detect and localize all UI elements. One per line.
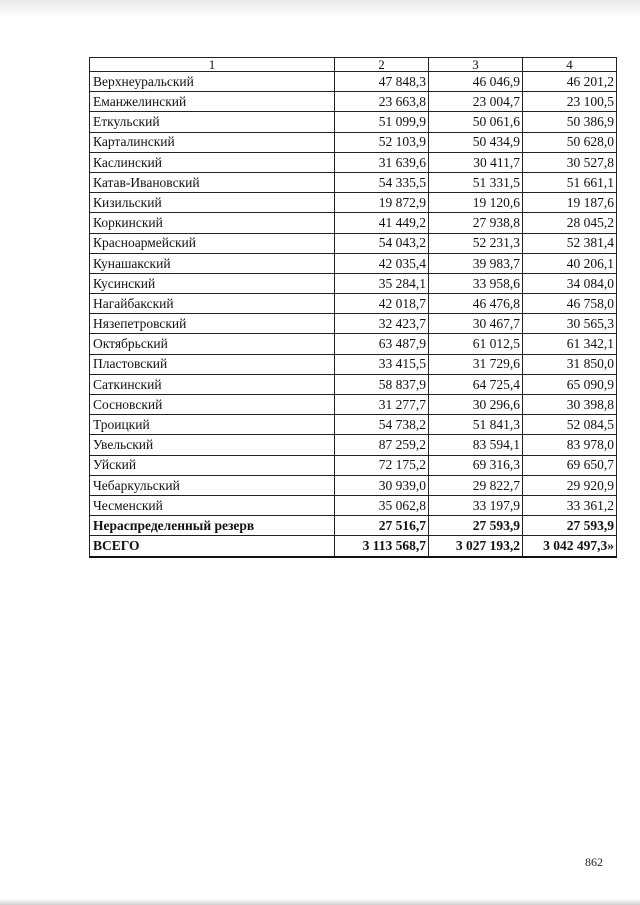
- amount-cell: 28 045,2: [523, 213, 617, 233]
- amount-cell: 19 872,9: [335, 193, 429, 213]
- amount-cell: 51 661,1: [523, 172, 617, 192]
- table-row: [90, 374, 617, 394]
- amount-cell: 30 296,6: [429, 395, 523, 415]
- amount-cell: 23 100,5: [523, 92, 617, 112]
- district-name-cell: Катав-Ивановский: [90, 172, 335, 192]
- table-row: [90, 253, 617, 273]
- amount-cell: 31 729,6: [429, 354, 523, 374]
- table-row: [90, 294, 617, 314]
- amount-cell: 40 206,1: [523, 253, 617, 273]
- amount-cell: 31 277,7: [335, 395, 429, 415]
- amount-cell: 83 594,1: [429, 435, 523, 455]
- district-name-cell: Нязепетровский: [90, 314, 335, 334]
- amount-cell: 72 175,2: [335, 455, 429, 475]
- table-row: [90, 112, 617, 132]
- amount-cell: 69 316,3: [429, 455, 523, 475]
- amount-cell: 47 848,3: [335, 72, 429, 92]
- amount-cell: 30 398,8: [523, 395, 617, 415]
- amount-cell: 34 084,0: [523, 273, 617, 293]
- amount-cell: 27 938,8: [429, 213, 523, 233]
- amount-cell: 29 920,9: [523, 475, 617, 495]
- amount-cell: 46 201,2: [523, 72, 617, 92]
- amount-cell: 33 197,9: [429, 495, 523, 515]
- amount-cell: 63 487,9: [335, 334, 429, 354]
- district-name-cell: Саткинский: [90, 374, 335, 394]
- amount-cell: 23 004,7: [429, 92, 523, 112]
- district-name-cell: Верхнеуральский: [90, 72, 335, 92]
- amount-cell: 51 331,5: [429, 172, 523, 192]
- table-row: [90, 435, 617, 455]
- amount-cell: 3 113 568,7: [335, 536, 429, 557]
- table-body: [90, 72, 617, 557]
- district-name-cell: Каслинский: [90, 152, 335, 172]
- district-name-cell: Кунашакский: [90, 253, 335, 273]
- table-row: [90, 475, 617, 495]
- amount-cell: 30 565,3: [523, 314, 617, 334]
- amount-cell: 19 120,6: [429, 193, 523, 213]
- amount-cell: 46 046,9: [429, 72, 523, 92]
- amount-cell: 33 361,2: [523, 495, 617, 515]
- amount-cell: 33 415,5: [335, 354, 429, 374]
- amount-cell: 61 012,5: [429, 334, 523, 354]
- district-name-cell: Октябрьский: [90, 334, 335, 354]
- page-number: 862: [585, 855, 603, 869]
- table-row: [90, 455, 617, 475]
- column-header: 2: [335, 58, 429, 72]
- table-row: [90, 354, 617, 374]
- amount-cell: 39 983,7: [429, 253, 523, 273]
- table-row: [90, 72, 617, 92]
- amount-cell: 52 084,5: [523, 415, 617, 435]
- district-name-cell: Кизильский: [90, 193, 335, 213]
- amount-cell: 52 381,4: [523, 233, 617, 253]
- amount-cell: 42 035,4: [335, 253, 429, 273]
- amount-cell: 23 663,8: [335, 92, 429, 112]
- district-name-cell: Кусинский: [90, 273, 335, 293]
- budget-allocation-table: [89, 57, 617, 558]
- table-row: [90, 92, 617, 112]
- district-name-cell: Чебаркульский: [90, 475, 335, 495]
- district-name-cell: Еманжелинский: [90, 92, 335, 112]
- amount-cell: 29 822,7: [429, 475, 523, 495]
- table-row: [90, 415, 617, 435]
- district-name-cell: Троицкий: [90, 415, 335, 435]
- amount-cell: 65 090,9: [523, 374, 617, 394]
- scan-shadow-bottom: [0, 899, 640, 905]
- district-name-cell: Нагайбакский: [90, 294, 335, 314]
- reserve-row: [90, 516, 617, 536]
- column-header: 4: [523, 58, 617, 72]
- amount-cell: 87 259,2: [335, 435, 429, 455]
- amount-cell: 27 593,9: [523, 516, 617, 536]
- district-name-cell: Уйский: [90, 455, 335, 475]
- amount-cell: 19 187,6: [523, 193, 617, 213]
- scan-shadow-top: [0, 0, 640, 18]
- amount-cell: 50 628,0: [523, 132, 617, 152]
- amount-cell: 27 516,7: [335, 516, 429, 536]
- amount-cell: 3 027 193,2: [429, 536, 523, 557]
- amount-cell: 46 476,8: [429, 294, 523, 314]
- district-name-cell: Еткульский: [90, 112, 335, 132]
- table-row: [90, 395, 617, 415]
- table-row: [90, 213, 617, 233]
- amount-cell: 83 978,0: [523, 435, 617, 455]
- amount-cell: 30 411,7: [429, 152, 523, 172]
- amount-cell: 32 423,7: [335, 314, 429, 334]
- amount-cell: 31 850,0: [523, 354, 617, 374]
- amount-cell: 54 738,2: [335, 415, 429, 435]
- total-row: [90, 536, 617, 557]
- table-row: [90, 273, 617, 293]
- budget-table-container: [89, 57, 616, 558]
- amount-cell: 30 467,7: [429, 314, 523, 334]
- amount-cell: 64 725,4: [429, 374, 523, 394]
- district-name-cell: Сосновский: [90, 395, 335, 415]
- district-name-cell: ВСЕГО: [90, 536, 335, 557]
- amount-cell: 41 449,2: [335, 213, 429, 233]
- amount-cell: 35 062,8: [335, 495, 429, 515]
- district-name-cell: Пластовский: [90, 354, 335, 374]
- district-name-cell: Красноармейский: [90, 233, 335, 253]
- amount-cell: 31 639,6: [335, 152, 429, 172]
- district-name-cell: Увельский: [90, 435, 335, 455]
- amount-cell: 3 042 497,3»: [523, 536, 617, 557]
- table-row: [90, 334, 617, 354]
- amount-cell: 33 958,6: [429, 273, 523, 293]
- table-row: [90, 314, 617, 334]
- column-header: 1: [90, 58, 335, 72]
- amount-cell: 30 527,8: [523, 152, 617, 172]
- amount-cell: 69 650,7: [523, 455, 617, 475]
- amount-cell: 46 758,0: [523, 294, 617, 314]
- table-row: [90, 132, 617, 152]
- amount-cell: 27 593,9: [429, 516, 523, 536]
- table-row: [90, 495, 617, 515]
- amount-cell: 52 103,9: [335, 132, 429, 152]
- district-name-cell: Карталинский: [90, 132, 335, 152]
- district-name-cell: Чесменский: [90, 495, 335, 515]
- amount-cell: 52 231,3: [429, 233, 523, 253]
- amount-cell: 58 837,9: [335, 374, 429, 394]
- column-header: 3: [429, 58, 523, 72]
- amount-cell: 51 099,9: [335, 112, 429, 132]
- amount-cell: 35 284,1: [335, 273, 429, 293]
- amount-cell: 50 386,9: [523, 112, 617, 132]
- amount-cell: 30 939,0: [335, 475, 429, 495]
- amount-cell: 42 018,7: [335, 294, 429, 314]
- district-name-cell: Нераспределенный резерв: [90, 516, 335, 536]
- amount-cell: 50 061,6: [429, 112, 523, 132]
- table-row: [90, 172, 617, 192]
- amount-cell: 54 043,2: [335, 233, 429, 253]
- amount-cell: 51 841,3: [429, 415, 523, 435]
- amount-cell: 54 335,5: [335, 172, 429, 192]
- amount-cell: 50 434,9: [429, 132, 523, 152]
- district-name-cell: Коркинский: [90, 213, 335, 233]
- amount-cell: 61 342,1: [523, 334, 617, 354]
- table-header-row: [90, 58, 617, 72]
- table-row: [90, 233, 617, 253]
- table-row: [90, 193, 617, 213]
- table-row: [90, 152, 617, 172]
